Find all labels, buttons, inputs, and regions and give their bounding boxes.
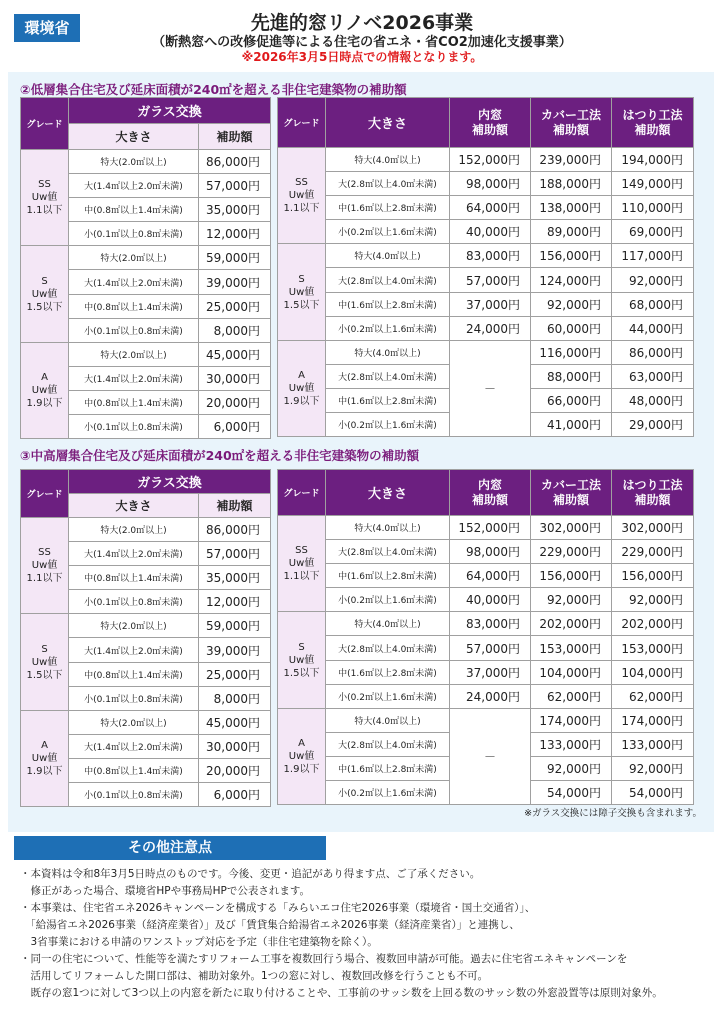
note-line: 3省事業における申請のワンストップ対応を予定（非住宅建築物を除く）。 <box>20 936 378 948</box>
table-row <box>278 636 694 660</box>
size-cell: 大(1.4㎡以上2.0㎡未満) <box>69 366 199 390</box>
cover-method-header: カバー工法 補助額 <box>531 98 612 148</box>
size-cell: 大(1.4㎡以上2.0㎡未満) <box>69 542 199 566</box>
amount-cell: 40,000円 <box>450 588 531 612</box>
grade-cell: S Uw値 1.5以下 <box>278 612 326 708</box>
size-cell: 小(0.2㎡以上1.6㎡未満) <box>326 413 450 437</box>
page-subtitle: （断熱窓への改修促進等による住宅の省エネ・省CO2加速化支援事業） <box>152 35 572 50</box>
amount-cell: 138,000円 <box>531 196 612 220</box>
size-cell: 小(0.1㎡以上0.8㎡未満) <box>69 222 199 246</box>
table-row <box>21 150 271 174</box>
window-table-low-rise <box>277 97 694 437</box>
amount-cell: 152,000円 <box>450 148 531 172</box>
amount-cell: 83,000円 <box>450 612 531 636</box>
size-cell: 大(2.8㎡以上4.0㎡未満) <box>326 268 450 292</box>
amount-cell: 57,000円 <box>450 636 531 660</box>
size-cell: 小(0.1㎡以上0.8㎡未満) <box>69 415 199 439</box>
table-row <box>278 244 694 268</box>
size-cell: 中(1.6㎡以上2.8㎡未満) <box>326 756 450 780</box>
size-cell: 大(1.4㎡以上2.0㎡未満) <box>69 174 199 198</box>
amount-cell: 35,000円 <box>199 566 271 590</box>
size-cell: 大(2.8㎡以上4.0㎡未満) <box>326 364 450 388</box>
amount-cell: 12,000円 <box>199 222 271 246</box>
table-row <box>278 612 694 636</box>
size-cell: 中(0.8㎡以上1.4㎡未満) <box>69 662 199 686</box>
table-row <box>21 342 271 366</box>
table-row <box>278 316 694 340</box>
size-header: 大きさ <box>69 124 199 150</box>
amount-cell: 25,000円 <box>199 294 271 318</box>
amount-cell: 69,000円 <box>612 220 694 244</box>
size-cell: 大(1.4㎡以上2.0㎡未満) <box>69 270 199 294</box>
size-cell: 中(1.6㎡以上2.8㎡未満) <box>326 388 450 412</box>
amount-cell: 302,000円 <box>531 516 612 540</box>
note-line: 「給湯省エネ2026事業（経済産業省）」及び「賃貸集合給湯省エネ2026事業（経済産業省）」と連携し、 <box>20 919 520 931</box>
table-row <box>278 172 694 196</box>
note-line: ・本事業は、住宅省エネ2026キャンペーンを構成する「みらいエコ住宅2026事業（環境省・国土交通省）」、 <box>20 902 536 914</box>
amount-cell: 89,000円 <box>531 220 612 244</box>
table-row <box>278 708 694 732</box>
table-row <box>278 660 694 684</box>
amount-cell: 133,000円 <box>612 732 694 756</box>
amount-cell: 37,000円 <box>450 660 531 684</box>
glass-footnote: ※ガラス交換には障子交換も含まれます。 <box>524 808 702 819</box>
amount-cell: 149,000円 <box>612 172 694 196</box>
size-cell: 中(1.6㎡以上2.8㎡未満) <box>326 292 450 316</box>
amount-cell: 62,000円 <box>531 684 612 708</box>
size-cell: 特大(2.0㎡以上) <box>69 518 199 542</box>
table-header-row <box>21 470 271 494</box>
amount-cell: 62,000円 <box>612 684 694 708</box>
size-cell: 中(0.8㎡以上1.4㎡未満) <box>69 294 199 318</box>
grade-cell: SS Uw値 1.1以下 <box>278 148 326 244</box>
grade-cell: S Uw値 1.5以下 <box>278 244 326 340</box>
amount-cell: 117,000円 <box>612 244 694 268</box>
size-cell: 大(2.8㎡以上4.0㎡未満) <box>326 540 450 564</box>
grade-header: グレード <box>21 470 69 518</box>
amount-cell: 153,000円 <box>531 636 612 660</box>
amount-cell: 104,000円 <box>612 660 694 684</box>
size-cell: 特大(2.0㎡以上) <box>69 150 199 174</box>
size-cell: 大(2.8㎡以上4.0㎡未満) <box>326 732 450 756</box>
amount-cell: 8,000円 <box>199 686 271 710</box>
amount-cell: 63,000円 <box>612 364 694 388</box>
size-cell: 小(0.2㎡以上1.6㎡未満) <box>326 781 450 805</box>
amount-cell: 57,000円 <box>199 174 271 198</box>
inner-window-header: 内窓 補助額 <box>450 470 531 516</box>
amount-cell: 64,000円 <box>450 564 531 588</box>
amount-cell: 57,000円 <box>450 268 531 292</box>
amount-cell: 174,000円 <box>612 708 694 732</box>
grade-cell: A Uw値 1.9以下 <box>278 708 326 804</box>
amount-cell: 6,000円 <box>199 783 271 807</box>
amount-cell: 86,000円 <box>199 150 271 174</box>
size-cell: 中(1.6㎡以上2.8㎡未満) <box>326 196 450 220</box>
table-header-row <box>278 470 694 516</box>
amount-cell: 124,000円 <box>531 268 612 292</box>
size-cell: 小(0.2㎡以上1.6㎡未満) <box>326 316 450 340</box>
grade-cell: A Uw値 1.9以下 <box>21 710 69 806</box>
note-line: 活用してリフォームした開口部は、補助対象外。1つの窓に対し、複数回改修を行うことも不可。 <box>20 970 489 982</box>
amount-header: 補助額 <box>199 124 271 150</box>
amount-cell: 88,000円 <box>531 364 612 388</box>
size-cell: 小(0.1㎡以上0.8㎡未満) <box>69 783 199 807</box>
size-cell: 小(0.2㎡以上1.6㎡未満) <box>326 220 450 244</box>
amount-cell: 174,000円 <box>531 708 612 732</box>
size-cell: 中(1.6㎡以上2.8㎡未満) <box>326 660 450 684</box>
size-cell: 大(1.4㎡以上2.0㎡未満) <box>69 638 199 662</box>
table-row <box>278 340 694 364</box>
amount-cell: 68,000円 <box>612 292 694 316</box>
amount-cell: 202,000円 <box>531 612 612 636</box>
amount-cell: 24,000円 <box>450 316 531 340</box>
ministry-badge: 環境省 <box>14 14 80 42</box>
table-row <box>278 684 694 708</box>
amount-cell: 152,000円 <box>450 516 531 540</box>
grade-header: グレード <box>278 470 326 516</box>
grade-cell: SS Uw値 1.1以下 <box>278 516 326 612</box>
amount-cell: 66,000円 <box>531 388 612 412</box>
glass-exchange-header: ガラス交換 <box>69 470 271 494</box>
table-row <box>21 518 271 542</box>
amount-cell: 188,000円 <box>531 172 612 196</box>
amount-cell: 98,000円 <box>450 172 531 196</box>
amount-cell: 239,000円 <box>531 148 612 172</box>
amount-cell: 92,000円 <box>612 588 694 612</box>
size-cell: 小(0.1㎡以上0.8㎡未満) <box>69 686 199 710</box>
inner-window-header: 内窓 補助額 <box>450 98 531 148</box>
not-applicable-cell: － <box>450 708 531 804</box>
size-cell: 小(0.2㎡以上1.6㎡未満) <box>326 684 450 708</box>
grade-header: グレード <box>278 98 326 148</box>
amount-cell: 59,000円 <box>199 246 271 270</box>
amount-cell: 12,000円 <box>199 590 271 614</box>
amount-cell: 229,000円 <box>612 540 694 564</box>
not-applicable-cell: － <box>450 340 531 436</box>
table-header-row <box>21 98 271 124</box>
amount-cell: 39,000円 <box>199 270 271 294</box>
amount-cell: 45,000円 <box>199 710 271 734</box>
size-cell: 特大(2.0㎡以上) <box>69 710 199 734</box>
amount-cell: 25,000円 <box>199 662 271 686</box>
glass-table-mid-high-rise <box>20 469 271 807</box>
size-cell: 特大(2.0㎡以上) <box>69 246 199 270</box>
note-line: 修正があった場合、環境省HPや事務局HPで公表されます。 <box>20 885 311 897</box>
date-notice: ※2026年3月5日時点での情報となります。 <box>241 50 483 64</box>
amount-header: 補助額 <box>199 494 271 518</box>
amount-cell: 83,000円 <box>450 244 531 268</box>
section-title-low-rise: ②低層集合住宅及び延床面積が240㎡を超える非住宅建築物の補助額 <box>20 82 407 97</box>
amount-cell: 41,000円 <box>531 413 612 437</box>
amount-cell: 86,000円 <box>612 340 694 364</box>
amount-cell: 92,000円 <box>531 292 612 316</box>
size-cell: 小(0.1㎡以上0.8㎡未満) <box>69 590 199 614</box>
size-cell: 特大(2.0㎡以上) <box>69 614 199 638</box>
size-cell: 大(2.8㎡以上4.0㎡未満) <box>326 172 450 196</box>
amount-cell: 194,000円 <box>612 148 694 172</box>
amount-cell: 24,000円 <box>450 684 531 708</box>
amount-cell: 229,000円 <box>531 540 612 564</box>
table-row <box>278 564 694 588</box>
amount-cell: 40,000円 <box>450 220 531 244</box>
amount-cell: 20,000円 <box>199 758 271 782</box>
amount-cell: 302,000円 <box>612 516 694 540</box>
grade-header: グレード <box>21 98 69 150</box>
amount-cell: 92,000円 <box>531 756 612 780</box>
grade-cell: SS Uw値 1.1以下 <box>21 150 69 246</box>
amount-cell: 156,000円 <box>531 244 612 268</box>
amount-cell: 64,000円 <box>450 196 531 220</box>
grade-cell: A Uw値 1.9以下 <box>21 342 69 438</box>
grade-cell: S Uw値 1.5以下 <box>21 614 69 710</box>
table-row <box>278 516 694 540</box>
size-header: 大きさ <box>69 494 199 518</box>
size-cell: 特大(4.0㎡以上) <box>326 708 450 732</box>
amount-cell: 156,000円 <box>612 564 694 588</box>
table-row <box>278 292 694 316</box>
page-title: 先進的窓リノベ2026事業 <box>250 12 474 34</box>
size-cell: 特大(4.0㎡以上) <box>326 340 450 364</box>
table-row <box>278 220 694 244</box>
table-row <box>278 268 694 292</box>
amount-cell: 86,000円 <box>199 518 271 542</box>
size-cell: 中(0.8㎡以上1.4㎡未満) <box>69 758 199 782</box>
amount-cell: 29,000円 <box>612 413 694 437</box>
size-cell: 中(0.8㎡以上1.4㎡未満) <box>69 198 199 222</box>
size-cell: 特大(2.0㎡以上) <box>69 342 199 366</box>
table-row <box>21 246 271 270</box>
amount-cell: 54,000円 <box>612 781 694 805</box>
amount-cell: 35,000円 <box>199 198 271 222</box>
amount-cell: 59,000円 <box>199 614 271 638</box>
size-cell: 特大(4.0㎡以上) <box>326 516 450 540</box>
amount-cell: 60,000円 <box>531 316 612 340</box>
table-row <box>21 614 271 638</box>
size-cell: 特大(4.0㎡以上) <box>326 244 450 268</box>
amount-cell: 104,000円 <box>531 660 612 684</box>
size-cell: 小(0.2㎡以上1.6㎡未満) <box>326 588 450 612</box>
table-row <box>278 540 694 564</box>
cover-method-header: カバー工法 補助額 <box>531 470 612 516</box>
amount-cell: 48,000円 <box>612 388 694 412</box>
amount-cell: 37,000円 <box>450 292 531 316</box>
amount-cell: 39,000円 <box>199 638 271 662</box>
table-header-row <box>278 98 694 148</box>
amount-cell: 44,000円 <box>612 316 694 340</box>
table-row <box>278 148 694 172</box>
amount-cell: 54,000円 <box>531 781 612 805</box>
window-table-mid-high-rise <box>277 469 694 805</box>
amount-cell: 202,000円 <box>612 612 694 636</box>
size-cell: 中(1.6㎡以上2.8㎡未満) <box>326 564 450 588</box>
amount-cell: 110,000円 <box>612 196 694 220</box>
amount-cell: 20,000円 <box>199 390 271 414</box>
size-header: 大きさ <box>326 470 450 516</box>
amount-cell: 98,000円 <box>450 540 531 564</box>
chipping-method-header: はつり工法 補助額 <box>612 98 694 148</box>
amount-cell: 57,000円 <box>199 542 271 566</box>
size-cell: 大(1.4㎡以上2.0㎡未満) <box>69 734 199 758</box>
amount-cell: 8,000円 <box>199 318 271 342</box>
size-cell: 小(0.1㎡以上0.8㎡未満) <box>69 318 199 342</box>
note-line: ・本資料は令和8年3月5日時点のものです。今後、変更・追記があり得ます点、ご了承ください。 <box>20 868 481 880</box>
chipping-method-header: はつり工法 補助額 <box>612 470 694 516</box>
amount-cell: 133,000円 <box>531 732 612 756</box>
table-row <box>21 710 271 734</box>
size-cell: 中(0.8㎡以上1.4㎡未満) <box>69 566 199 590</box>
grade-cell: SS Uw値 1.1以下 <box>21 518 69 614</box>
size-cell: 大(2.8㎡以上4.0㎡未満) <box>326 636 450 660</box>
glass-table-low-rise <box>20 97 271 439</box>
amount-cell: 153,000円 <box>612 636 694 660</box>
amount-cell: 30,000円 <box>199 366 271 390</box>
amount-cell: 30,000円 <box>199 734 271 758</box>
amount-cell: 92,000円 <box>531 588 612 612</box>
grade-cell: A Uw値 1.9以下 <box>278 340 326 436</box>
amount-cell: 45,000円 <box>199 342 271 366</box>
size-cell: 中(0.8㎡以上1.4㎡未満) <box>69 390 199 414</box>
section-title-mid-high-rise: ③中高層集合住宅及び延床面積が240㎡を超える非住宅建築物の補助額 <box>20 448 420 463</box>
table-row <box>278 588 694 612</box>
grade-cell: S Uw値 1.5以下 <box>21 246 69 342</box>
amount-cell: 116,000円 <box>531 340 612 364</box>
amount-cell: 92,000円 <box>612 756 694 780</box>
note-line: ・同一の住宅について、性能等を満たすリフォーム工事を複数回行う場合、複数回申請が可能。過去に住宅省エネキャンペーンを <box>20 953 628 965</box>
size-header: 大きさ <box>326 98 450 148</box>
note-line: 既存の窓1つに対して3つ以上の内窓を新たに取り付けることや、工事前のサッシ数を上回る数のサッシ数の外窓設置等は原則対象外。 <box>20 987 663 999</box>
table-row <box>278 196 694 220</box>
size-cell: 特大(4.0㎡以上) <box>326 612 450 636</box>
amount-cell: 6,000円 <box>199 415 271 439</box>
amount-cell: 92,000円 <box>612 268 694 292</box>
glass-exchange-header: ガラス交換 <box>69 98 271 124</box>
size-cell: 特大(4.0㎡以上) <box>326 148 450 172</box>
other-notes-heading: その他注意点 <box>14 836 326 860</box>
amount-cell: 156,000円 <box>531 564 612 588</box>
